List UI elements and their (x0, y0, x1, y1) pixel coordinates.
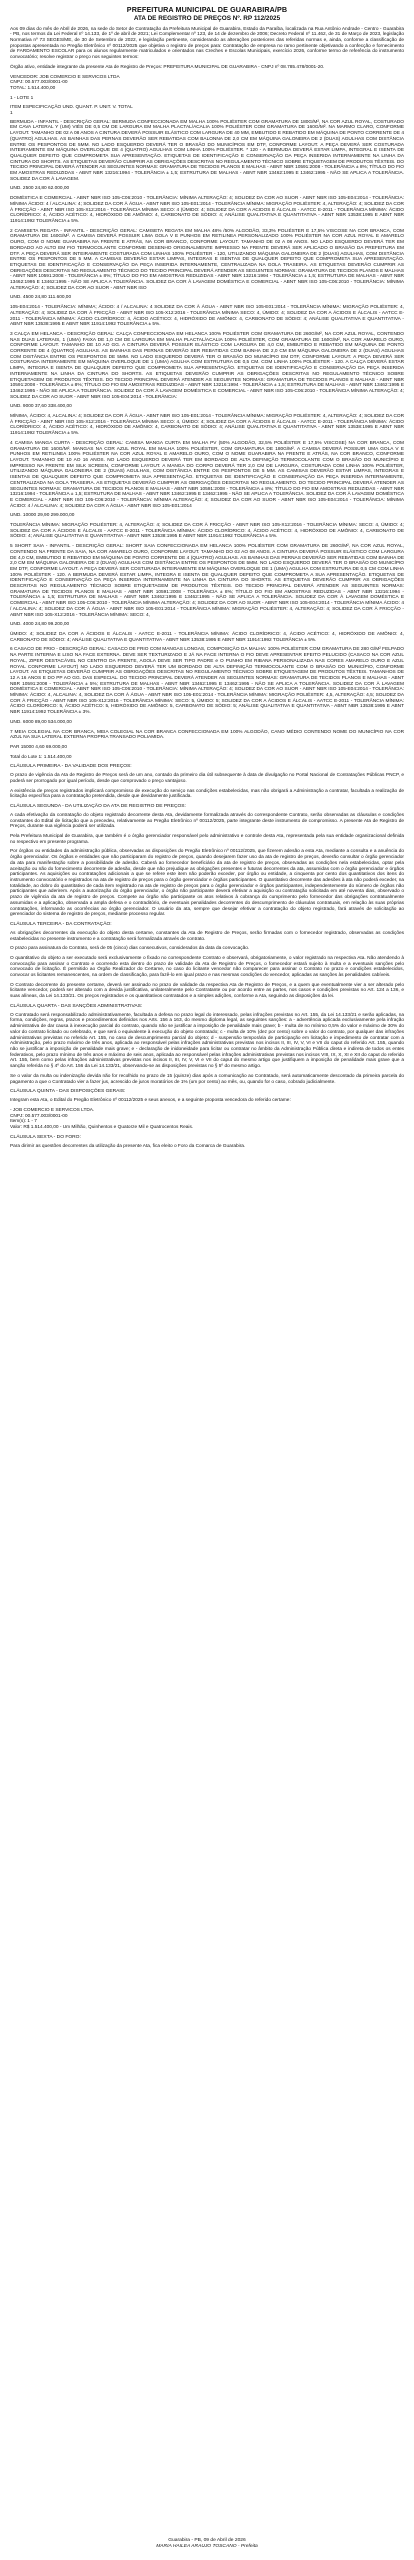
items-header: ITEM ESPECIFICAÇÃO UND. QUANT. P. UNIT. V. TOTAL (10, 105, 133, 111)
winner-block: VENCEDOR: JOB COMERCIO E SERVICOS LTDA CNPJ: 00.577.003/0001-00 TOTAL: 1.514.400,00 (10, 74, 120, 91)
clause-section (10, 1089, 404, 1130)
clause-section (10, 764, 404, 800)
item-paragraph: UND. 10000 29,90 299.000,00 (10, 513, 75, 519)
clause-paragraph: O prazo de vigência da Ata de Registro de Preços será de um ano, contado da primeiro dia útil subsequente à data de divulgação no Portal Nacional de Contratações Públicas PNCP, e poderá ser prorrogado por igual período, desde que comprovado o preço vantajoso. (10, 773, 404, 784)
clause-paragraph: Para dirimir as questões decorrentes da utilização da presente Ata, fica eleito o Foro da Comarca de Guarabira. (10, 1143, 246, 1149)
clause-title: CLÁUSULA SEGUNDA - DA UTILIZAÇÃO DA ATA DE REGISTRO DE PREÇOS: (10, 804, 186, 810)
item-paragraph: UND. 6000 89,00 534.000,00 (10, 719, 72, 725)
item-paragraph: 5 SHORT SAIA - INFANTIL - DESCRIÇÃO GERAL: SHORT SAIA CONFECCIONADA EM HELANCA 100% POLIÉSTER COM GRAMATURA DE 260G/M², NA COR AZUL ROYAL, CONTENDO NA FRENTE DA SAIA, NA COR AMARELO OURO, CONFORME LAYOUT. TAMANHO DO 02 AO 08 ANOS. A CINTURA DEVERÁ POSSUIR ELÁSTICO COM LARGURA DE 4,0 CM, EMBUTIDO E REBATIDO EM MÁQUINA DE PONTO CORRENTE DE 4 (QUATRO) AGULHAS. AS BAINHAS DAS PERNAS DEVERÃO SER REBATIDAS COM BAINHA DE 2,0 CM EM MÁQUINA GALONEIRA DE 2 (DUAS) AGULHAS COM DISTÂNCIA ENTRE OS PESPONTOS DE 5MM. NO LADO ESQUERDO DEVERÁ TER O BRASÃO DO MUNICÍPIO EM DTF, CONFORME LAYOUT. A PEÇA DEVERÁ SER COSTURADA INTEIRAMENTE EM MÁQUINA OVERLOQUE DE 1 (UMA) AGULHA COM ESTRUTURA DE 0,5 CM COM LINHA 100% POLIÉSTER - 120. A BERMUDA DEVERÁ ESTAR LIMPA, INTEGRA E ISENTA DE QUALQUER DEFEITO QUE COMPROMETA A SUA APRESENTAÇÃO. ETIQUETAS DE IDENTIFICAÇÃO E CONSERVAÇÃO DA PEÇA INSERIDA INTERNAMENTE NA LINHA DA CINTURA DO SHORTS. AS ETIQUETAS DEVERÃO CUMPRIR AS OBRIGAÇÕES DESCRITAS NO REGULAMENTO TÉCNICO SOBRE ETIQUETAGEM DE PRODUTOS TÊXTEIS. DO TECIDO PRINCIPAL DEVERÁ ATENDER AS SEGUINTES NORMAS: GRAMATURA DE TECIDOS PLANOS E MALHAS - ABNT NBR 10591:2008 - TOLERÂNCIA ± 8%; TÍTULO DO FIO EM AMOSTRAS REDUZIDAS - ABNT NBR 13216:1994 - TOLERÂNCIA ± 1,5; ESTRUTURA DE MALHAS - ABNT NBR 13462:1995 E 13462:1995 - NÃO SE APLICA A TOLERÂNCIA. SOLIDEZ DA COR À LAVAGEM DOMÉSTICA E COMERCIAL - ABNT NBR ISO 105-C06:2010 - TOLERÂNCIA MÍNIMA ALTERAÇÃO: 4; SOLIDEZ DA COR AO SUOR - ABNT NBR ISO 105-E04:2014 - TOLERÂNCIA MÍNIMA ÁCIDO: 4 / ALCALINA: 4; SOLIDEZ DA COR À ÁGUA - ABNT NBR ISO 105-E01:2014 - TOLERÂNCIA MÍNIMA: MIGRAÇÃO POLIÉSTER: 4, ALTERAÇÃO: 4; SOLIDEZ DA COR À FRICÇÃO - ABNT NBR ISO 105-X12:2016 - TOLERÂNCIA MÍNIMA: SECO: 4, (10, 544, 404, 618)
item-paragraph: TOLERÂNCIA MÍNIMA: MIGRAÇÃO POLIÉSTER: 4, ALTERAÇÃO: 4; SOLIDEZ DA COR À FRICÇÃO - ABNT NBR ISO 105-X12:2016 - TOLERÂNCIA MÍNIMA: SECO: 4, ÚMIDO: 4; SOLIDEZ DA COR A ÁCIDOS E ÁLCALIS - AATCC E-2011 - TOLERÂNCIA MÍNIMA: ÁCIDO CLORÍDRICO: 4, ÁCIDO ACÉTICO: 4, HIDRÓXIDO DE AMÔNIO: 4, CARBONATO DE SÓDIO: 4; ANÁLISE QUALITATIVA E QUANTITATIVA - ABNT NBR 13538:1995 E ABNT NBR 11914:1992 TOLERÂNCIA ± 5%. (10, 523, 404, 540)
intro-section (10, 27, 404, 92)
clause-section (10, 1135, 404, 1150)
item-paragraph: 7 MEIA COLEGIAL NA COR BRANCA, MEIA COLEGIAL NA COR BRANCA CONFECCIONADA EM 100% ALGODÃO, CANO MÉDIO CONTENDO NOME DO MUNICÍPIO NA COR AZUL NA SUA LATERAL EXTERNA PROPRIA TRANSADO POLIAMIDA. (10, 729, 404, 741)
document-footer (10, 2538, 404, 2550)
clause-paragraph: A existência de preços registrados implicará compromisso de execução do serviço nas condições estabelecidas, mas não obrigará a Administração a contratar, facultada a realização de licitação específica para a contratação pretendida, desde que devidamente justificada. (10, 788, 404, 800)
clause-paragraph: - JOB COMERCIO E SERVICOS LTDA. CNPJ: 00.577.003/0001-00 Item(s): 1 - 7 Valor: R$ 1.514.400,00 - Um Milhão, Quinhentos e Quatorze Mil e Quatrocentos Reais. (10, 1107, 194, 1130)
item-paragraph: 2 CAMISETA REGATA - INFANTIL - DESCRIÇÃO GERAL: CAMISETA REGATA EM MALHA 48% /50% ALGODÃO, 33,3% POLIÉSTER E 17,5% VISCOSE NA COR BRANCA, COM GRAMATURA DE 160G/M². A CAMISA DEVERÁ POSSUIR LIMA GOLA V E PUNHOS EM RETILINEA PERSONALIZADO 100% POLIÉSTER NA COR AZUL ROYAL E AMARELO OURO, COM O NOME GUARABIRA NA FRENTE E ATRÁS, NA COR BRANCO, CONFORME LAYOUT. TAMANHO DE 02 A 08 ANOS. NO LADO ESQUERDO DEVERÁ TER EM BORDADO AO ALTO EM FIO TERMOCOLANTE CONFORME DESENHO ORIGINALMENTE IMPRESSO NA FRENTE DEVERÁ SER APLICADO O BRASÃO DA PREFEITURA EM DTF. A PEÇA DEVERÁ SER INTEIRAMENTE COSTURADA COM LINHAS 100% POLIÉSTER - 120, UTILIZANDO MÁQUINA GALONEIRA DE 2 (DUAS) AGULHAS, COM DISTÂNCIA ENTRE OS PESPONTOS DE 5 MM. A CAMISAS DEVERÃO ESTAR LIMPAS, INTEGRAS E ISENTAS DE QUALQUER DEFEITO QUE COMPROMETA SUA APRESENTAÇÃO. ETIQUETAS DE IDENTIFICAÇÃO E CONSERVAÇÃO DA PEÇA INSERIDA INTERNAMENTE, CENTRALIZADA NA GOLA TRASEIRA. AS ETIQUETAS DEVERÃO CUMPRIR AS OBRIGAÇÕES DESCRITAS NO REGULAMENTO TÉCNICO DO TECIDO PRINCIPAL DEVERÁ ATENDER AS SEGUINTES NORMAS: GRAMATURA DE TECIDOS PLANOS E MALHAS - ABNT NBR 10591:2008 - TOLERÂNCIA ± 8%; TÍTULO DO FIO EM AMOSTRAS REDUZIDAS - ABNT NBR 13216:1994 - TOLERÂNCIA ± 1,5; ESTRUTURA DE MALHAS - ABNT NBR 13462:1995 E 13462:1995 - NÃO SE APLICA A TOLERÂNCIA. SOLIDEZ DA COR À LAVAGEM DOMÉSTICA E COMERCIAL - ABNT NBR ISO 105-C06:2010 - TOLERÂNCIA: MÍNIMA ALTERAÇÃO: 4; SOLIDEZ DA COR AO SUOR - ABNT NBR ISO (10, 228, 404, 291)
clause-paragraph: A cada efetivação da contratação do objeto registrado decorrente desta Ata, devidamente formalizada através do correspondente Contrato, serão observadas as cláusulas e condições constantes do Edital de licitação que a precedeu, relativamente ao Pregão Eletrônico nº 00112/2025, parte integrante deste instrumento de compromisso. A presente Ata de Registro de Preços, durante sua vigência poderá ser utilizada. (10, 812, 404, 830)
items-opening-number: 1 (10, 111, 13, 117)
clause-section (10, 804, 404, 918)
item-paragraph: ÚMIDO: 4; SOLIDEZ DA COR A ÁCIDOS E ÁLCALIS - AATCC E-2011 - TOLERÂNCIA MÍNIMA: ÁCIDO CLORÍDRICO: 4, ÁCIDO ACÉTICO: 4, HIDRÓXIDO DE AMÔNIO: 4, CARBONATO DE SÓDIO: 4; ANÁLISE QUALITATIVA E QUANTITATIVA - ABNT NBR 13538:1995 E ABNT NBR 11914:1992 TOLERÂNCIA ± 5%. (10, 631, 404, 643)
clause-title: CLÁUSULA TERCEIRA - DA CONTRATAÇÃO: (10, 921, 112, 927)
clause-paragraph: Pela Prefeitura Municipal de Guarabira, que também é o órgão gerenciador responsável pelo administrativo e controle desta Ata, representada pela sua entidade organizacional definida no respectivo em presente programa. (10, 834, 404, 845)
item-paragraph: UND. 9000 37,60 338.400,00 (10, 404, 72, 410)
clause-title: CLÁUSULA PRIMEIRA - DA VALIDADE DOS PREÇOS: (10, 764, 132, 770)
clauses-list (10, 764, 404, 1149)
document-header (10, 6, 404, 23)
item-paragraph: 3 CALÇA EM HELANCA - DESCRIÇÃO GERAL: CALÇA CONFECCIONADA EM HELANCA 100% POLIÉSTER COM GRAMATURA DE 260G/M², NA COR AZUL ROYAL, CONTENDO NAS DUAS LATERAIS, 1 (UMA) FAIXA DE 1,0 CM DE LARGURA EM MALHA PLACTAL/ACALIA 100% POLIÉSTER, COM GRAMATURA DE 160G/M², NA COR AMARELO OURO, CONFORME LAYOUT. TAMANHO DE 10 AO GG. A CINTURA DEVERÁ POSSUIR ELÁSTICO COM LARGURA DE 4,0 CM, EMBUTIDO E REBATIDO EM MÁQUINA DE PONTO CORRENTE DE 4 (QUATRO) AGULHAS. AS BAINHAS DAS PERNAS DEVERÃO SER REBATIDAS COM BAINHA DE 2,0 CM EM MÁQUINA GALONEIRA DE 2 (DUAS) AGULHAS COM DISTÂNCIA ENTRE OS PESPONTOS DE 5MM. NO LADO ESQUERDO DEVERÁ TER O BRASÃO DO MUNICÍPIO EM DTF, CONFORME LAYOUT. A PEÇA DEVERÁ SER COSTURADA INTEIRAMENTE EM MÁQUINA OVERLOQUE DE 1 (UMA) AGULHA COM ESTRUTURA DE 0,5 CM. COM LINHA 100% POLIÉSTER - 120. A CALÇA DEVERÁ ESTAR LIMPA, INTEGRA E ISENTA DE QUALQUER DEFEITO QUE COMPROMETA SUA APRESENTAÇÃO. ETIQUETAS DE IDENTIFICAÇÃO E CONSERVAÇÃO DA PEÇA INSERIDA INTERNAMENTE NA LINHA DA CINTURA DO SHORTS. AS ETIQUETAS DEVERÃO CUMPRIR AS OBRIGAÇÕES DESCRITAS NO REGULAMENTO TÉCNICO SOBRE ETIQUETAGEM DE PRODUTOS TÊXTEIS. DO TECIDO PRINCIPAL DEVERÁ ATENDER AS SEGUINTES NORMAS: GRAMATURA DE TECIDOS PLANOS E MALHAS - ABNT NBR 10591:2008 - TOLERÂNCIA ± 8%; TÍTULO DO FIO EM AMOSTRAS REDUZIDAS - ABNT NBR 13216:1994 - TOLERÂNCIA ± 1,5; ESTRUTURA DE MALHAS - ABNT NBR 13462:1995 E 13462:1995 - NÃO SE APLICA A TOLERÂNCIA. SOLIDEZ DA COR À LAVAGEM DOMÉSTICA E COMERCIAL - ABNT NBR ISO 105-C06:2010 - TOLERÂNCIA MÍNIMA ALTERAÇÃO: 4; SOLIDEZ DA COR AO SUOR - ABNT NBR ISO 105-E04:2014 - TOLERÂNCIA: (10, 331, 404, 400)
document-title: ATA DE REGISTRO DE PREÇOS Nº. RP 112/2025 (133, 14, 281, 22)
place-date: Guarabira - PB, 09 de Abril de 2026 (168, 2538, 246, 2543)
clause-title: CLÁUSULA SEXTA - DO FORO: (10, 1134, 81, 1140)
clause-paragraph: Por órgãos ou entidades da administração pública, observadas as disposições do Pregão Eletrônico nº 00112/2025, que fizerem adesão a esta Ata, mediante a consulta e a anuência do órgão gerenciador. Os órgãos e entidades que não participaram do registro de preços, quando desejarem fazer uso da ata de registro de preços, deverão consultar o órgão gerenciador da ata para manifestação sobre a possibilidade de adesão. Caberá ao fornecedor beneficiário da ata de registro de preços, observadas as condições nela estabelecidas, optar pela aceitação ou não do fornecimento decorrente de adesão, desde que não prejudique as obrigações presentes e futuras decorrentes da ata, assumidas com o órgão gerenciador e órgãos participantes. As aquisições ou contratações adicionais a que se refere este item não poderão exceder, por órgão ou entidade, a cinquenta por cento dos quantitativos dos itens do instrumento convocatório e registrados na ata de registro de preços para o órgão gerenciador e órgãos participantes. O quantitativo decorrente das adesões à ata não poderá exceder, na totalidade, ao dobro do quantitativo de cada item registrado na ata de registro de preços para o órgão gerenciador e órgãos participantes, independentemente do número de órgãos não participantes que aderirem. Após a autorização do órgão gerenciador, o órgão não participante deverá efetivar a aquisição ou contratação solicitada em até noventa dias, observado o prazo de vigência da ata de registro de preços. Compete ao órgão não participante os atos relativos à cobrança do cumprimento pelo fornecedor das obrigações contratualmente assumidas e a aplicação, observada a ampla defesa e o contraditório, de eventuais penalidades decorrentes do descumprimento de cláusulas contratuais, em relação às suas próprias contratações, informando as ocorrências ao órgão gerenciador. O usuário da ata, sempre que desejar efetivar a contratação do objeto registrado, fará através de solicitação ao gerenciador do sistema de registro de preços, mediante processo regular. (10, 849, 404, 918)
issuer-title: PREFEITURA MUNICIPAL DE GUARABIRA/PB (126, 5, 288, 14)
clause-paragraph: Integram esta Ata, o Edital do Pregão Eletrônico nº 00112/2025 e seus anexos, e a seguinte proposta vencedora do referido certame: (10, 1098, 291, 1104)
clause-paragraph: O Contrato decorrente do presente certame, deverá ser assinado no prazo de validade da respectiva Ata de Registro de Preços, e a quem que eventualmente vier a ser alterado pelo licitante vencedor, poderá ser alterado com a devida justificativa, unilateralmente pelo Contratante ou por acordo entre as partes, nos casos e condições previstas no Art. 124 a 136, e suas alíneas, da Lei 14.133/21. Os preços registrados e os quantitativos contratados e a simples adições, conforme a Ata, seguindo as disposições da lei. (10, 982, 404, 1000)
clause-section (10, 922, 404, 1000)
item-paragraph: PAR 15000 4,60 69.000,00 (10, 744, 67, 750)
clause-paragraph: O quantitativo do objeto a ser executado será exclusivamente o fixado no correspondente Contrato e observará, obrigatoriamente, o valor registrado na respectiva Ata. Não atendendo à convocação para assinar o Contrato e ocorrendo esta dentro do prazo de validade da Ata de Registro de Preços, o fornecedor estará sujeito à multa e a eventuais sanções pelo convocado de licitação. É permitido ao Órgão Realizador do Certame, no caso do licitante vencedor não comparecer para assinar o Contrato no prazo e condições estabelecidos, convocar os licitantes remanescentes, na ordem de classificação, para fazê-lo em igual prazo e nas mesmas condições do vencedor, aplicadas as sanções às penalidades cabíveis. (10, 955, 404, 979)
item-paragraph: DOMÉSTICA E COMERCIAL - ABNT NBR ISO 105-C06:2010 - TOLERÂNCIA: MÍNIMA ALTERAÇÃO: 4; SOLIDEZ DA COR AO SUOR - ABNT NBR ISO 105-E04:2014 - TOLERÂNCIA: MÍNIMA ÁCIDO: 4 / ALCALINA: 4; SOLIDEZ DA COR À ÁGUA - ABNT NBR ISO 105-E01:2014 - TOLERÂNCIA MÍNIMA: MIGRAÇÃO POLIÉSTER: 4, ALTERAÇÃO: 4; SOLIDEZ DA COR À FRICÇÃO - ABNT NBR ISO 105-X12:2016 - TOLERÂNCIA MÍNIMA SECO: 4 (ÚMIDO: 4; SOLIDEZ DA COR A ACIDOS E ÁLCALIS - AATCC E-2011 - TOLERÂNCIA MÍNIMA: ÁCIDO CLORÍDRICO: 4, ÁCIDO ACÉTICO: 4, HIDRÓXIDO DE AMÔNIO: 4, CARBONATO DE SÓDIO: 4; ANÁLISE QUALITATIVA E QUANTITATIVA - ABNT NBR 13538:1995 E ABNT NBR 11914:1992 TOLERÂNCIA ± 5%. (10, 196, 404, 224)
clause-paragraph: O Contratado será responsabilizado administrativamente, facultada a defesa no prazo legal do interessado, pelas infrações previstas no Art. 155, da Lei 14.133/21 e serão aplicadas, na forma, condições, regras, prazos e procedimentos definidos nos Arts. 156 a 163, do mesmo diploma legal, as seguintes sanções: a - advertência aplicada exclusivamente pela infração administrativa de dar causa à inexecução parcial do contrato, quando não se justificar a imposição de penalidade mais grave; b - multa de no mínimo 0,5% do valor e máximo de 30% do valor do contrato licitado ou celebrado, e que será o equivalente à execução do objeto contratado; c - multa de 10% (dez por cento) sobre o valor do contrato, por qualquer das infrações administrativas previstas no referido Art. 155, no caso de descumprimento parcial do objeto; d - suspensão temporária de participação em licitação e impedimento de contratar com a Administração, pelo prazo máximo de três anos, aplicada ao responsável pelas infrações administrativas previstas nos incisos II, III, IV, V, VI e VII do caput do referido Art. 155, quando não se justificar a imposição de penalidade mais grave; e - declaração de inidoneidade para licitar ou contratar no âmbito da Administração Pública direta e indireta de todos os entes federativos, pelo prazo mínimo de três anos e máximo de seis anos, aplicada ao responsável pelas infrações administrativas previstas nos incisos VIII, IX, X, XI e XII do caput do referido Art. 155, bem como pelas infrações administrativas previstas nos incisos II, III, IV, V, VI e VII do caput do mesmo artigo que justifiquem a imposição de penalidade mais grave que a sanção referida no § 4º do Art. 156 da Lei 14.133/21, observando-se as disposições previstas no § 5º do mesmo artigo. (10, 1012, 404, 1070)
intro-paragraph: Órgão ativo, entidade integrante da presente Ata de Registro de Preços: PREFEITURA MUNICIPAL DE GUARABIRA - CNPJ nº 08.785.478/0001-20. (10, 64, 325, 70)
clause-paragraph: O prazo para assinatura do Contrato, será de 05 (cinco) dias consecutivos, considerados da data da convocação. (10, 946, 250, 952)
lot-section (10, 96, 404, 761)
clause-section (10, 1004, 404, 1085)
item-paragraph: Total do Lote 1: 1.514.400,00 (10, 754, 72, 760)
item-paragraph: 105-E04:2014 - TOLERÂNCIA: MÍNIMA; ÁCIDO: 4 / ALCALINA: 4 SOLIDEZ DA COR À ÁGUA - ABNT NBR ISO 105-E01:2014 - TOLERÂNCIA MÍNIMA: MIGRAÇÃO POLIÉSTER: 4, ALTERAÇÃO: 4; SOLIDEZ DA COR À FRICÇÃO - ABNT NBR ISO 105-X12:2016 - TOLERÂNCIA MÍNIMA SECO: 4, ÚMIDO: 4; SOLIDEZ DA COR A ÁCIDOS E ÁLCALIS - AATCC E-2011 - TOLERÂNCIA MÍNIMA: ÁCIDO CLORÍDRICO: 4, ÁCIDO ACÉTICO: 4, HIDRÓXIDO DE AMÔNIO: 4, CARBONATO DE SÓDIO: 4; ANÁLISE QUALITATIVA E QUANTITATIVA - ABNT NBR 13538:1995 E ABNT NBR 11914:1992 TOLERÂNCIA ± 5%. (10, 305, 404, 328)
item-paragraph: MÍNIMA, ÁCIDO: 4, ALCALINA: 4; SOLIDEZ DA COR À ÁGUA - ABNT NBR ISO 105-E01:2014 - TOLERÂNCIA MÍNIMA: MIGRAÇÃO POLIÉSTER: 4, ALTERAÇÃO: 4; SOLIDEZ DA COR À FRICÇÃO - ABNT NBR ISO 105-X12:2016 - TOLERÂNCIA MÍNIMA SECO: 4, ÚMIDO: 4; SOLIDEZ DA COR A ÁCIDOS E ÁLCALIS - AATCC E-2011 - TOLERÂNCIA MÍNIMA: ÁCIDO CLORÍDRICO: 4, ÁCIDO ACÉTICO: 4, HIDRÓXIDO DE AMÔNIO: 4, CARBONATO DE SÓDIO: 4; ANÁLISE QUALITATIVA E QUANTITATIVA - ABNT NBR 13538:1995 E ABNT NBR 11914:1992 TOLERÂNCIA ± 5%. (10, 414, 404, 437)
item-paragraph: UND. 4000 24,80 99.200,00 (10, 622, 70, 628)
clause-title: CLÁUSULA QUINTA - DAS DISPOSIÇÕES GERAIS: (10, 1089, 126, 1095)
clause-paragraph: Se o valor da multa ou indenização devida não for recolhido no prazo de 15 (quinze) dias após a comunicação ao Contratado, será automaticamente descontado da primeira parcela do pagamento a que o Contratado vier a fazer jus, acrescido de juros moratórios de 1% (um por cento) ao mês, ou, quando for o caso, cobrado judicialmente. (10, 1073, 404, 1085)
item-paragraph: 4 CAMISA MANGA CURTA - DESCRIÇÃO GERAL: CAMISA MANGA CURTA EM MALHA PV (50% ALGODÃO, 32,5% POLIÉSTER E 17,5% VISCOSE) NA COR BRANCA, COM GRAMATURA DE 160G/M². MANGAS NA COR AZUL ROYAL EM MALHA 100% POLIÉSTER, COM GRAMATURA DE 180G/M². A CAMISA DEVERÁ POSSUIR UMA GOLA V E PUNHOS EM RETILINEA 100% POLIÉSTER NA COR AZUL ROYAL E AMARELO OURO, COM O NOME GUARABIRA NA FRENTE E ATRÁS, NA COR BRANCO, CONFORME LAYOUT. TAMANHO DE 10 AO 16 ANOS. NO LADO ESQUERDO DEVERÁ TER EM BORDADO DE ALTA DEFINIÇÃO TERMOCOLANTE COM O BRASÃO DO MUNICÍPIO E IMPRESSO NA FRENTE EM SILK SCREEN, CONFORME LAYOUT. A MANGA DO CORPO DEVERÁ TER 2,0 CM DE LARGURA, COSTURADA COM LINHA 100% POLIÉSTER, UTILIZANDO MÁQUINA GALONEIRA DE 2 (DUAS) AGULHAS, COM DISTÂNCIA ENTRE OS PESPONTOS DE 5 MM. AS CAMISAS DEVERÃO ESTAR LIMPAS, INTEGRAS E ISENTAS DE QUALQUER DEFEITO QUE COMPROMETA SUA APRESENTAÇÃO. ETIQUETAS DE IDENTIFICAÇÃO E CONSERVAÇÃO DA PEÇA INSERIDA INTERNAMENTE, CENTRALIZADA NA GOLA TRASEIRA. AS ETIQUETAS DEVERÃO CUMPRIR AS OBRIGAÇÕES DESCRITAS NO REGULAMENTO. DO TECIDO PRINCIPAL DEVERÁ ATENDER AS SEGUINTES NORMAS: GRAMATURA DE TECIDOS PLANOS E MALHAS - ABNT NBR 10591:2008 - TOLERÂNCIA ± 8%; TÍTULO DO FIO EM AMOSTRAS REDUZIDAS - ABNT NBR 13216:1994 - TOLERÂNCIA ± 1,5; ESTRUTURA DE MALHAS - ABNT NBR 13462:1995 E 13462:1995 - NÃO SE APLICA A TOLERÂNCIA. SOLIDEZ DA COR À LAVAGEM DOMÉSTICA E COMERCIAL - ABNT NBR ISO 105-C06:2010 - TOLERÂNCIA: MÍNIMA ALTERAÇÃO: 4; SOLIDEZ DA COR AO SUOR - ABNT NBR ISO 105-E04:2014 - TOLERÂNCIA: MÍNIMA ÁCIDO: 4 / ALCALINA: 4; SOLIDEZ DA COR A ÁGUA - ABNT NBR ISO 105-E01:2014 (10, 440, 404, 509)
items-list (10, 120, 404, 761)
item-paragraph: 6 CASACO DE FRIO - DESCRIÇÃO GERAL: CASACO DE FRIO COM MANGAS LONGAS, COMPOSIÇÃO DA MALHA: 100% POLIÉSTER COM GRAMATURA DE 280 G/M² FELPADO NA PARTE INTERNA E LISO NA FACE EXTERNA. DEVE SER TEXTURIZADO E JÁ NA FACE INTERNA O FIO DEVE APRESENTAR EFEITO PELUCIDO (CASACO NA COR AZUL ROYAL, ZIPER DESTACÁVEL NO CENTRO DA FRENTE, AGOLA DEVE SER TIPO PADRE e O PUNHO EM RIBANA PERSONALIZADA NAS CORES AMARELO OURO E AZUL ROYAL CONFORME LAYOUT) NO LADO ESQUERDO DEVERÁ TER UM BORDADO DE ALTA DEFINIÇÃO TERMOCOLANTE COM O BRASÃO DO MUNICÍPIO, CONFORME LAYOUT. AS ETIQUETAS DEVERÃO CUMPRIR AS OBRIGAÇÕES DESCRITAS NO REGULAMENTO TÉCNICO SOBRE ETIQUETAGEM DE PRODUTOS TÊXTEIS. TAMANHOS DE 12 A 16 ANOS E DO PP AO GG. DAS ESPECIAL. DO TECIDO PRINCIPAL DEVERÁ ATENDER AS SEGUINTES NORMAS: GRAMATURA DE TECIDOS PLANOS E MALHAS - ABNT NBR 10591:2008 - TOLERÂNCIA ± 5%; ESTRUTURA DE MALHAS - ABNT NBR 13462:1995 E 13462:1995 - NÃO SE APLICA A TOLERÂNCIA. SOLIDEZ DA COR À LAVAGEM DOMÉSTICA E COMERCIAL - ABNT NBR ISO 105-C06:2010 - TOLERÂNCIA: MÍNIMA ALTERAÇÃO: 4; SOLIDEZ DA COR AO SUOR - ABNT NBR ISO 105-E04:2014 - TOLERÂNCIA: MÍNIMA: ÁCIDO: 4, ALCALINA: 4, SOLIDEZ DA COR À ÁGUA - ABNT NBR ISO 105-E01:2014 - TOLERÂNCIA MÍNIMA: MIGRAÇÃO POLIÉSTER: 4,5, ALTERAÇÃO: 4,5; SOLIDEZ DA COR À FRICÇÃO - ABNT NBR ISO 105-X12:2016 - TOLERÂNCIA MÍNIMA: SECO: 5, ÚMIDO: 5; SOLIDEZ DA COR A ÁCIDOS E ÁLCALIS - AATCC E-2011 - TOLERÂNCIA MÍNIMA: ÁCIDO CLORÍDRICO: 5, ÁCIDO ACÉTICO: 5, HIDRÓXIDO DE AMÔNIO: 5, CARBONATO DE SÓDIO: 5; ANÁLISE QUALITATIVA E QUANTITATIVA - ABNT NBR 13538:1995 E ABNT NBR 11914:1992 TOLERÂNCIA ± 3%. (10, 647, 404, 716)
lot-heading: 1 - LOTE 1 (10, 95, 34, 101)
item-paragraph: UND. 2500 24,80 62.000,00 (10, 186, 70, 192)
clause-paragraph: As obrigações decorrentes da execução do objeto desta certame, constantes da Ata de Registro de Preços, serão firmadas com o fornecedor registrado, observadas as condições estabelecidas no presente instrumento e a contratação será formalizada através de contrato. (10, 930, 404, 942)
signature-line: MARIA HAILEA ARAUJO TOSCANO - Prefeita (156, 2544, 258, 2549)
clause-title: CLÁUSULA QUARTA - DAS SANÇÕES ADMINISTRATIVAS: (10, 1003, 143, 1009)
intro-paragraph: Aos 09 dias do mês de Abril de 2026, na sede do Setor de Contratação da Prefeitura Municipal de Guarabira, Estado da Paraíba, localizada na Rua Antônio Andrade - Centro - Guarabira - PB, nos termos da Lei Federal nº 14.133, de 1º de abril de 2021; Lei Complementar nº 123, de 14 de dezembro de 2006; Decreto Federal nº 11.462, de 31 de Março de 2023, legislação Normativa nº 73 SEGES/ME, de 30 de Setembro de 2022, e legislação pertinente, considerando as alterações posteriores das referidas normas e, ainda, conforme a classificação de propostas apresentada no Pregão Eletrônico nº 00112/2025 que objetiva o registro de preços para: Contratação de empresa no ramo pertinente objetivando a confecção e fornecimento de FARDAMENTO ESCOLAR para os alunos regularmente matriculados e orientados nas Creches e Escolas Municipais, exercício 2026, conforme termo de referência do instrumento convocatório; resolve registrar o preço nos seguintes termos: (10, 26, 404, 61)
item-paragraph: UND. 4500 24,80 111.600,00 (10, 295, 72, 301)
item-paragraph: BERMUDA - INFANTIL - DESCRIÇÃO GERAL: BERMUDA CONFECCIONADA EM MALHA 100% POLIÉSTER COM GRAMATURA DE 180G/M², NA COR AZUL ROYAL, COSTURADO EM CAVA LATERAL Y (UM) VIÉS DE 0,5 CM DE LARGURA EM MALHA PLACTAL/ACALIA 100% POLIÉSTER COM GRAMATURA DE 160G/M². NA MARMO CLARO, CONFORME LAYOUT. TAMANHO DE 02 A 08 ANOS A CINTURA DEVERÁ POSSUIR ELÁSTICO COM LARGURA DE 40 MM, EMBUTIDO E REBATIDO EM MÁQUINA DE PONTO CORRENTE DE 4 (QUATRO) AGULHAS. AS BAINHAS DAS PERNAS DEVERÃO SER REBATIDAS COM BALONNA DE 2,0 CM EM MÁQUINA GALONEIRA DE 2 (DUAS) AGULHAS COM DISTÂNCIA ENTRE OS PESPONTOS DE 5MM. NO LADO ESQUERDO DEVERÁ TER O BRASÃO DO MUNICÍPIOS EM DTF, CONFORME LAYOUT. A PEÇA DEVERÁ SER COSTURADA INTEIRAMENTE EM MÁQUINA OVERLOQUE DE 4 (QUATRO) AGULHAS COM LINHA 100% POLIÉSTER. * 120 - A BERMUDA DEVERÁ ESTAR LIMPA, INTEGRAL E ISENTA DE QUALQUER DEFEITO QUE COMPROMETA SUA APRESENTAÇÃO. ETIQUETAS DE IDENTIFICAÇÃO E CONSERVAÇÃO DA PEÇA INSERIDA INTERNAMENTE NA LINHA DA CINTURA DO SHORTS. AS ETIQUETAS DEVERÃO CUMPRIR AS OBRIGAÇÕES DESCRITAS NO REGULAMENTO TÉCNICO SOBRE ETIQUETAGEM DE PRODUTOS TÊXTEIS. DO TECIDO PRINCIPAL DEVERÁ ATENDER AS SEGUINTES NORMAS: GRAMATURA DE TECIDOS PLANOS E MALHAS - ABNT NBR 10591:2008 - TOLERÂNCIA ± 8%; TÍTULO DO FIO EM AMOSTRAS REDUZIDAS - ABNT NBR 13216:1994 - TOLERÂNCIA ± 1,5; ESTRUTURA DE MALHAS - ABNT NBR 13462:1995 E 13462:1995 - NÃO SE APLICA A TOLERÂNCIA. SOLIDEZ DA COR À LAVAGEM. (10, 119, 404, 182)
